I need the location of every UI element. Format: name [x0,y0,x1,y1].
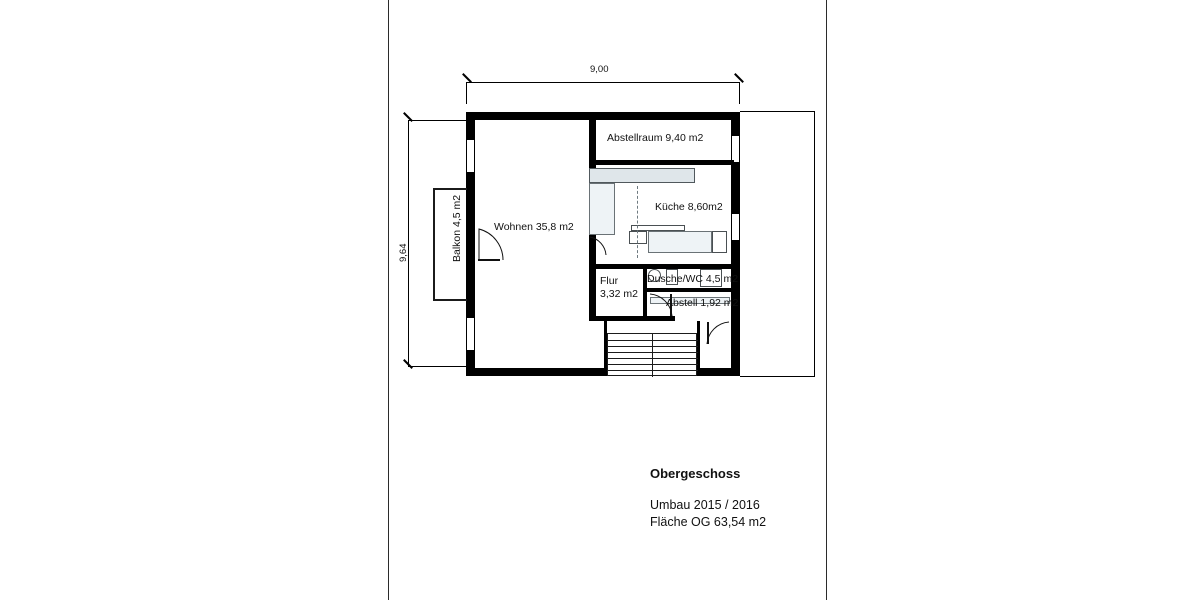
door-kueche [589,236,607,258]
stair-step [608,346,698,347]
note-flaeche: Fläche OG 63,54 m2 [650,515,767,529]
furniture-kitchen-sink [629,231,647,244]
stair-step [608,358,698,359]
door-stair-landing [705,320,731,346]
dimension-label-top: 9,00 [590,64,609,75]
window-right-lower [731,214,740,240]
drawing-title: Obergeschoss [650,466,741,481]
dimension-label-left: 9,64 [398,243,409,262]
room-label-abstell: Abstell 1,92 m2 [666,297,739,309]
extension-line-right-bottom [740,376,815,377]
balcony-wall-top [433,188,467,190]
room-label-balkon: Balkon 4,5 m2 [451,194,463,262]
dimension-ext-top-right [739,82,740,104]
window-left-lower [466,318,475,350]
room-label-kueche: Küche 8,60m2 [655,201,723,213]
stair-step [608,370,698,371]
room-label-abstellraum: Abstellraum 9,40 m2 [607,132,704,144]
dimension-ext-left-bottom [408,366,468,367]
balcony-wall-left [433,188,435,301]
balcony-wall-bottom [433,299,467,301]
stair-stringer [652,334,653,377]
furniture-kitchen-worktop [631,225,685,231]
page-guide-right [826,0,827,600]
extension-line-right-top [740,111,815,112]
window-right-upper [731,136,740,162]
wall-stair-right [697,321,700,376]
dimension-line-top [466,82,740,83]
wall-interior-abstellraum-bottom [589,160,734,165]
note-umbau: Umbau 2015 / 2016 [650,498,760,512]
title-block [650,466,766,531]
wall-exterior-top [466,112,740,120]
furniture-cabinet-tall [589,183,615,235]
furniture-kitchen-counter [648,231,712,253]
room-label-flur-line2: 3,32 m2 [600,288,638,300]
stair-step [608,364,698,365]
reference-dashed-line [637,186,638,258]
stair-step [608,340,698,341]
window-left-upper [466,140,475,172]
extension-line-right-vertical [814,111,815,377]
furniture-kitchen-fridge [712,231,727,253]
room-label-wohnen: Wohnen 35,8 m2 [494,221,574,233]
stairs [607,333,697,376]
room-label-dusche-wc: Dusche/WC 4,5 m2 [647,273,739,285]
dimension-ext-top-left [466,82,467,104]
furniture-counter-top [589,168,695,183]
stair-step [608,352,698,353]
room-label-flur-line1: Flur [600,275,619,287]
page-guide-left [388,0,389,600]
dimension-ext-left-top [408,120,468,121]
